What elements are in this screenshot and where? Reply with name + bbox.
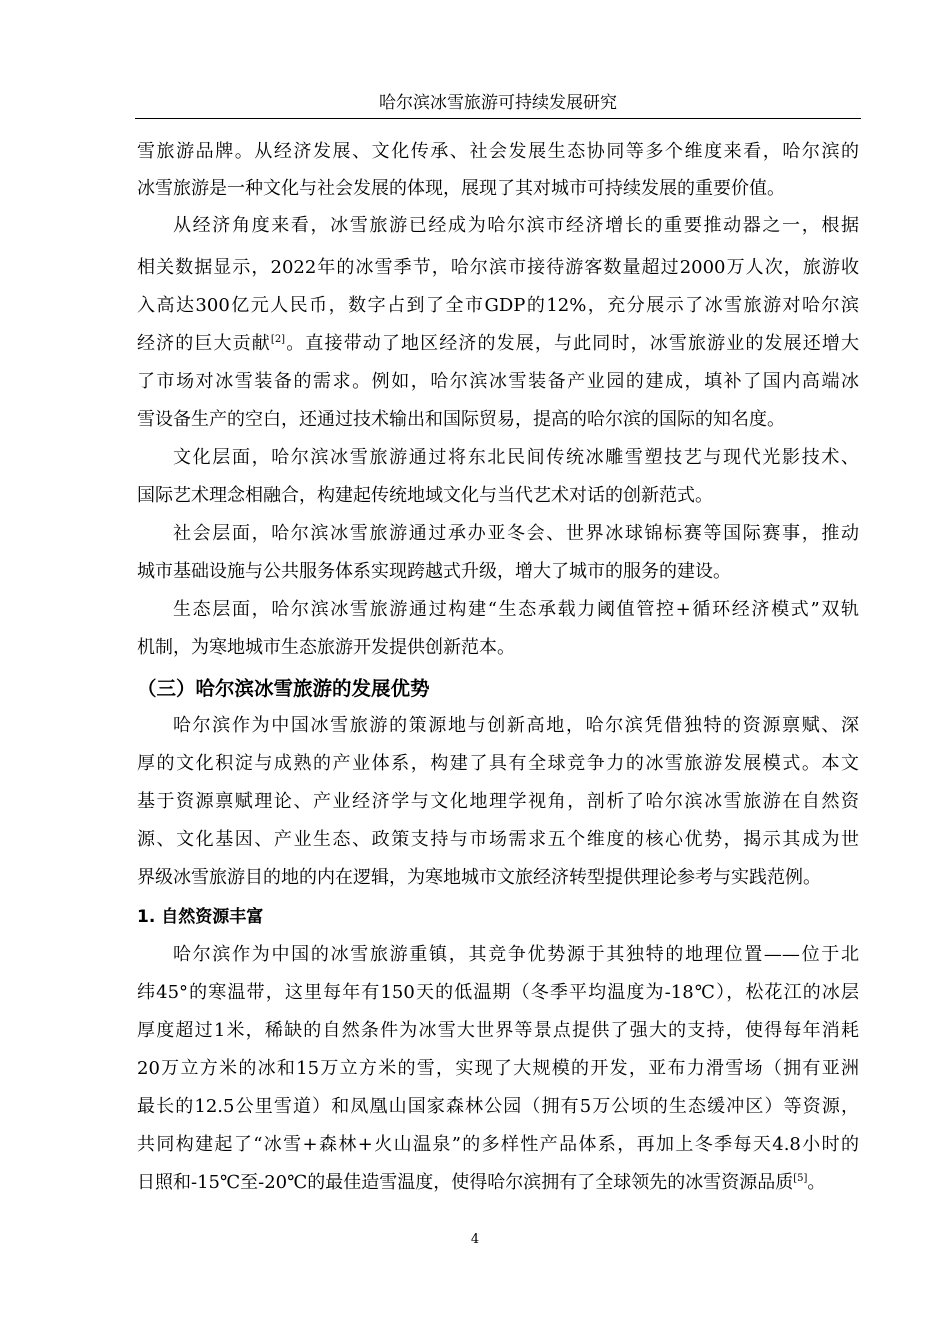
paragraph-line: 厚的文化积淀与成熟的产业体系，构建了具有全球竞争力的冰雪旅游发展模式。本文 xyxy=(137,753,859,774)
paragraph-line: 哈尔滨作为中国的冰雪旅游重镇，其竞争优势源于其独特的地理位置——位于北 xyxy=(173,944,859,965)
paragraph-line: 城市基础设施与公共服务体系实现跨越式升级，增大了城市的服务的建设。 xyxy=(137,561,731,582)
paragraph-line: 雪旅游品牌。从经济发展、文化传承、社会发展生态协同等多个维度来看，哈尔滨的 xyxy=(137,141,859,162)
paragraph-line: 基于资源禀赋理论、产业经济学与文化地理学视角，剖析了哈尔滨冰雪旅游在自然资 xyxy=(137,791,859,812)
paragraph-line: 最长的12.5公里雪道）和凤凰山国家森林公园（拥有5万公顷的生态缓冲区）等资源， xyxy=(137,1096,859,1117)
paragraph-line: 生态层面，哈尔滨冰雪旅游通过构建“生态承载力阈值管控+循环经济模式”双轨 xyxy=(173,599,859,620)
page-number: 4 xyxy=(470,1232,480,1247)
paragraph-line xyxy=(137,332,859,356)
paragraph-line: 入高达300亿元人民币，数字占到了全市GDP的12%，充分展示了冰雪旅游对哈尔滨 xyxy=(137,295,859,316)
paragraph-line: 哈尔滨作为中国冰雪旅游的策源地与创新高地，哈尔滨凭借独特的资源禀赋、深 xyxy=(173,715,859,736)
paragraph-line: 厚度超过1米，稀缺的自然条件为冰雪大世界等景点提供了强大的支持，使得每年消耗 xyxy=(137,1020,859,1041)
text-run: 。 xyxy=(807,1172,826,1193)
paragraph-line: 文化层面，哈尔滨冰雪旅游通过将东北民间传统冰雕雪塑技艺与现代光影技术、 xyxy=(173,447,859,468)
paragraph-line: 雪设备生产的空白，还通过技术输出和国际贸易，提高的哈尔滨的国际的知名度。 xyxy=(137,409,785,430)
paragraph-line: 相关数据显示，2022年的冰雪季节，哈尔滨市接待游客数量超过2000万人次，旅游收 xyxy=(137,257,859,278)
paragraph-line: 20万立方米的冰和15万立方米的雪，实现了大规模的开发，亚布力滑雪场（拥有亚洲 xyxy=(137,1058,859,1079)
running-header: 哈尔滨冰雪旅游可持续发展研究 xyxy=(379,93,617,113)
text-run: 。直接带动了地区经济的发展，与此同时，冰雪旅游业的发展还增大 xyxy=(285,333,860,354)
header-rule xyxy=(135,118,861,119)
paragraph-line: 社会层面，哈尔滨冰雪旅游通过承办亚冬会、世界冰球锦标赛等国际赛事，推动 xyxy=(173,523,859,544)
paragraph-line xyxy=(137,1171,859,1195)
paragraph-line: 纬45°的寒温带，这里每年有150天的低温期（冬季平均温度为-18℃），松花江的冰层 xyxy=(137,982,859,1003)
text-run: 经济的巨大贡献 xyxy=(137,333,271,354)
paragraph-line: 界级冰雪旅游目的地的内在逻辑，为寒地城市文旅经济转型提供理论参考与实践范例。 xyxy=(137,867,821,888)
paragraph-line: 源、文化基因、产业生态、政策支持与市场需求五个维度的核心优势，揭示其成为世 xyxy=(137,829,859,850)
subsection-heading: 1. 自然资源丰富 xyxy=(137,907,264,927)
paragraph-line: 了市场对冰雪装备的需求。例如，哈尔滨冰雪装备产业园的建成，填补了国内高端冰 xyxy=(137,371,859,392)
citation-ref: [2] xyxy=(270,334,286,345)
paragraph-line: 国际艺术理念相融合，构建起传统地域文化与当代艺术对话的创新范式。 xyxy=(137,485,713,506)
paragraph-line: 冰雪旅游是一种文化与社会发展的体现，展现了其对城市可持续发展的重要价值。 xyxy=(137,178,785,199)
section-heading: （三）哈尔滨冰雪旅游的发展优势 xyxy=(137,677,430,700)
paragraph-line: 机制，为寒地城市生态旅游开发提供创新范本。 xyxy=(137,637,515,658)
text-run: 日照和-15℃至-20℃的最佳造雪温度，使得哈尔滨拥有了全球领先的冰雪资源品质 xyxy=(137,1172,794,1193)
citation-ref: [5] xyxy=(793,1173,808,1184)
paragraph-line: 从经济角度来看，冰雪旅游已经成为哈尔滨市经济增长的重要推动器之一，根据 xyxy=(173,215,859,236)
paragraph-line: 共同构建起了“冰雪+森林+火山温泉”的多样性产品体系，再加上冬季每天4.8小时的 xyxy=(137,1134,859,1155)
